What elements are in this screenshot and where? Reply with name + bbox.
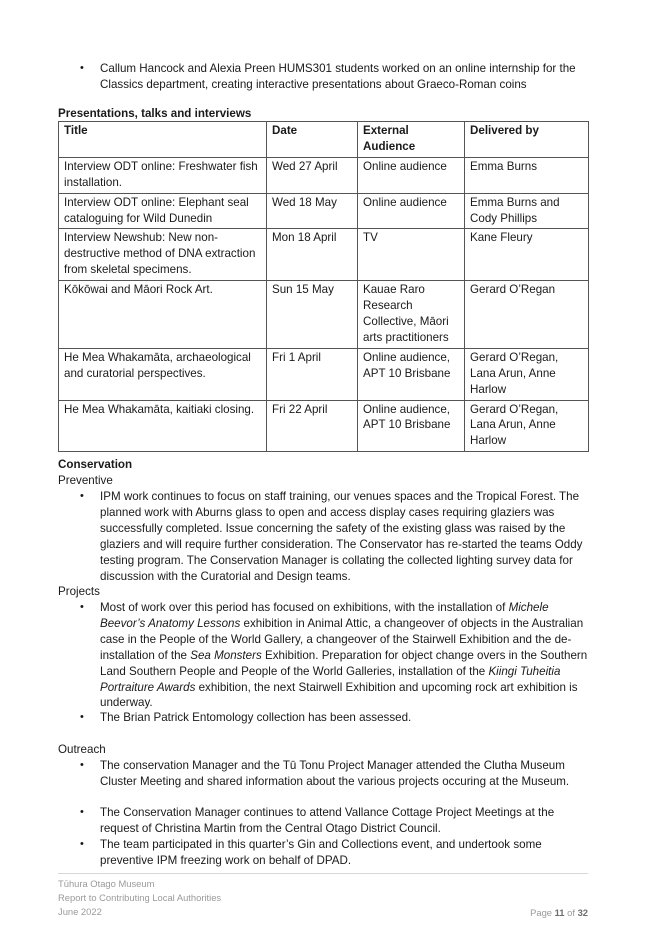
table-row (59, 400, 589, 452)
column-header-audience: External Audience (358, 122, 465, 158)
table-row (59, 157, 589, 193)
projects-text-part: exhibition in Animal Attic, a changeover of objects in the Australian case in the People of the World Gallery, a changeover of the Stairwell Exhibition and the de-installation of the (100, 616, 584, 662)
cell-title: Interview ODT online: Elephant seal cataloguing for Wild Dunedin (59, 193, 267, 229)
page-current: 11 (554, 907, 565, 918)
conservation-heading: Conservation (58, 458, 133, 471)
cell-date: Wed 27 April (267, 157, 358, 193)
page-prefix: Page (530, 907, 555, 918)
cell-title: Kōkōwai and Māori Rock Art. (59, 281, 267, 349)
page-of: of (564, 907, 578, 918)
cell-delivered-by: Gerard O’Regan (465, 281, 589, 349)
projects-text-part: Most of work over this period has focused on exhibitions, with the installation of (100, 601, 509, 614)
cell-title: He Mea Whakamāta, archaeological and curatorial perspectives. (59, 348, 267, 400)
cell-title: He Mea Whakamāta, kaitiaki closing. (59, 400, 267, 452)
cell-date: Fri 22 April (267, 400, 358, 452)
exhibition-title: Kiingi Tuheitia Portraiture Awards (100, 664, 561, 694)
cell-delivered-by: Kane Fleury (465, 229, 589, 281)
presentations-heading: Presentations, talks and interviews (58, 107, 252, 120)
preventive-label: Preventive (58, 474, 113, 487)
bullet-glyph: • (80, 62, 84, 74)
bullet-glyph: • (80, 601, 84, 613)
exhibition-title: Michele Beevor’s Anatomy Lessons (100, 601, 549, 630)
bullet-glyph: • (80, 838, 84, 850)
table-row (59, 193, 589, 229)
cell-date: Fri 1 April (267, 348, 358, 400)
cell-title: Interview Newshub: New non-destructive method of DNA extraction from skeletal specimens. (59, 229, 267, 281)
projects-bullet-text (100, 600, 588, 711)
projects-text-part: exhibition, the next Stairwell Exhibition and upcoming rock art exhibition is underway. (100, 680, 578, 710)
preventive-bullet-text: IPM work continues to focus on staff training, our venues spaces and the Tropical Forest. The planned work with Aburns glass to open and access display cases requiring glaziers was successfully completed. Issue concerning the safety of the existing glass was raised by the glaziers and will require further consideration. The Conservator has re-started the teams Oddy testing program. The Conservation Manager is collating the collected lighting survey data for discussion with the Curatorial and Design teams. (100, 490, 583, 583)
table-row (59, 229, 589, 281)
footer-divider (58, 873, 588, 874)
cell-audience: Online audience, APT 10 Brisbane (358, 348, 465, 400)
column-header-date: Date (267, 122, 358, 158)
outreach-bullet-text: The Conservation Manager continues to attend Vallance Cottage Project Meetings at the request of Christina Martin from the Central Otago District Council. (100, 806, 555, 835)
presentations-table (58, 121, 589, 452)
exhibition-title: Sea Monsters (190, 648, 262, 662)
column-header-title: Title (59, 122, 267, 158)
outreach-label: Outreach (58, 743, 106, 756)
cell-delivered-by: Emma Burns and Cody Phillips (465, 193, 589, 229)
table-header-row (59, 122, 589, 158)
intro-bullet-text: Callum Hancock and Alexia Preen HUMS301 students worked on an online internship for the Classics department, creating interactive presentations about Graeco-Roman coins (100, 62, 576, 91)
cell-date: Mon 18 April (267, 229, 358, 281)
cell-audience: Kauae Raro Research Collective, Māori arts practitioners (358, 281, 465, 349)
cell-audience: Online audience, APT 10 Brisbane (358, 400, 465, 452)
projects-text-part: Exhibition. Preparation for object change overs in the Southern Land Southern People and People of the World Galleries, installation of the (100, 648, 588, 678)
page-number (530, 905, 588, 921)
cell-title: Interview ODT online: Freshwater fish installation. (59, 157, 267, 193)
projects-bullet-text: The Brian Patrick Entomology collection has been assessed. (100, 711, 412, 724)
footer-date: June 2022 (58, 906, 102, 917)
cell-delivered-by: Emma Burns (465, 157, 589, 193)
cell-audience: Online audience (358, 193, 465, 229)
footer-report-title: Report to Contributing Local Authorities (58, 892, 222, 903)
cell-audience: TV (358, 229, 465, 281)
bullet-glyph: • (80, 806, 84, 818)
outreach-bullet-text: The conservation Manager and the Tū Tonu Project Manager attended the Clutha Museum Cluster Meeting and shared information about the various projects occuring at the Museum. (100, 759, 570, 788)
cell-delivered-by: Gerard O’Regan, Lana Arun, Anne Harlow (465, 400, 589, 452)
page-total: 32 (577, 907, 588, 918)
projects-label: Projects (58, 585, 100, 598)
table-row (59, 348, 589, 400)
bullet-glyph: • (80, 490, 84, 502)
cell-date: Sun 15 May (267, 281, 358, 349)
bullet-glyph: • (80, 759, 84, 771)
table-row (59, 281, 589, 349)
outreach-bullet-text: The team participated in this quarter’s Gin and Collections event, and undertook some preventive IPM freezing work on behalf of DPAD. (100, 838, 542, 867)
footer-organisation: Tūhura Otago Museum (58, 878, 155, 889)
cell-delivered-by: Gerard O’Regan, Lana Arun, Anne Harlow (465, 348, 589, 400)
bullet-glyph: • (80, 711, 84, 723)
column-header-delivered-by: Delivered by (465, 122, 589, 158)
cell-audience: Online audience (358, 157, 465, 193)
cell-date: Wed 18 May (267, 193, 358, 229)
